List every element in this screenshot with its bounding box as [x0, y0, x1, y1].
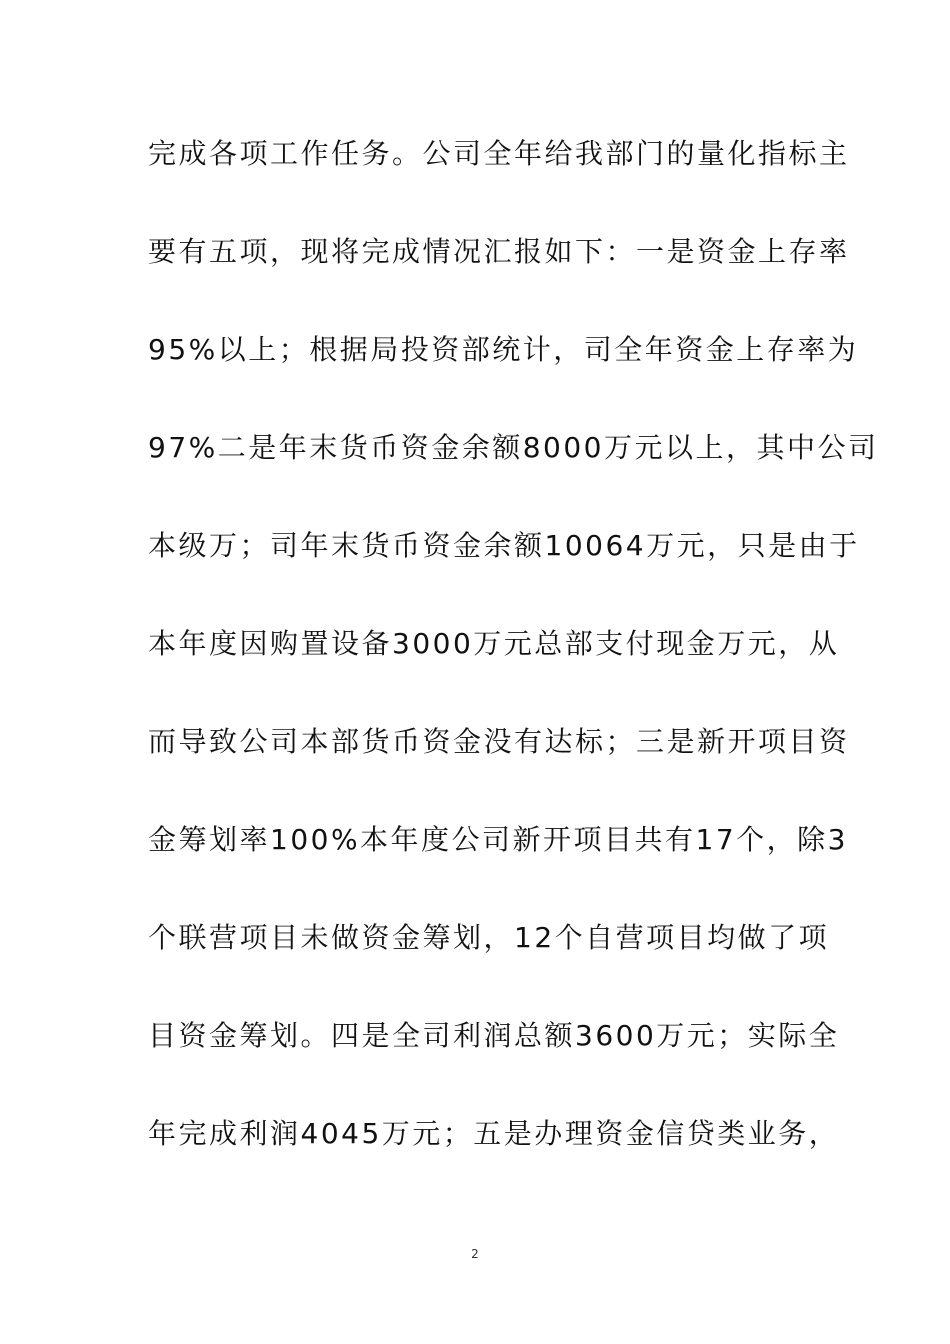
page-number: 2	[471, 1247, 479, 1261]
text-line: 本年度因购置设备3000万元总部支付现金万元，从	[148, 627, 840, 660]
text-line: 金筹划率100%本年度公司新开项目共有17个，除3	[148, 823, 848, 856]
body-text	[148, 126, 879, 1204]
text-line: 完成各项工作任务。公司全年给我部门的量化指标主	[148, 137, 850, 170]
text-line: 而导致公司本部货币资金没有达标；三是新开项目资	[148, 725, 850, 758]
text-line: 个联营项目未做资金筹划，12个自营项目均做了项	[148, 921, 830, 954]
text-line: 要有五项，现将完成情况汇报如下：一是资金上存率	[148, 235, 850, 268]
text-line: 95%以上；根据局投资部统计，司全年资金上存率为	[148, 333, 859, 366]
text-line: 本级万；司年末货币资金余额10064万元，只是由于	[148, 529, 860, 562]
text-line: 97%二是年末货币资金余额8000万元以上，其中公司	[148, 431, 879, 464]
text-line: 年完成利润4045万元；五是办理资金信贷类业务，	[148, 1117, 840, 1150]
text-line: 目资金筹划。四是全司利润总额3600万元；实际全	[148, 1019, 840, 1052]
